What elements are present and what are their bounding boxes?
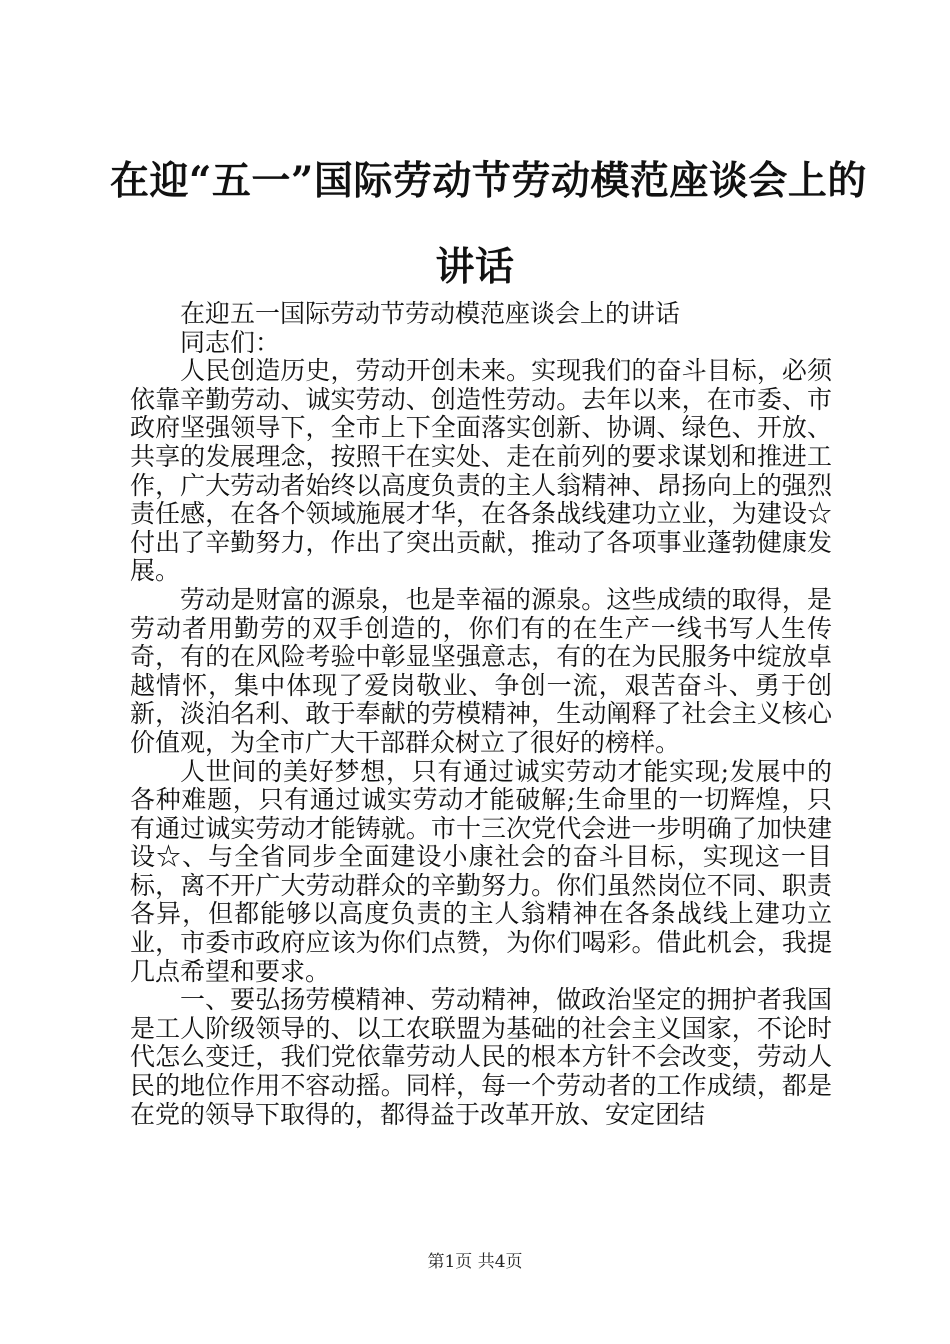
salutation: 同志们： [180, 327, 281, 357]
paragraph: 一、要弘扬劳模精神、劳动精神，做政治坚定的拥护者我国是工人阶级领导的、以工农联盟为基础的社会主义国家，不论时代怎么变迁，我们党依靠劳动人民的根本方针不会改变，劳动人民的地位作用不容动摇。同样，每一个劳动者的工作成绩，都是在党的领导下取得的，都得益于改革开放、安定团结 [130, 985, 832, 1129]
document-title-line1: 在迎“五一”国际劳动节劳动模范座谈会上的 [110, 158, 867, 204]
document-title-line2: 讲话 [435, 244, 515, 290]
paragraph: 人民创造历史，劳动开创未来。实现我们的奋斗目标，必须依靠辛勤劳动、诚实劳动、创造性劳动。去年以来，在市委、市政府坚强领导下，全市上下全面落实创新、协调、绿色、开放、共享的发展理念，按照干在实处、走在前列的要求谋划和推进工作，广大劳动者始终以高度负责的主人翁精神、昂扬向上的强烈责任感，在各个领域施展才华，在各条战线建功立业，为建设☆付出了辛勤努力，作出了突出贡献，推动了各项事业蓬勃健康发展。 [130, 356, 832, 586]
subtitle-line: 在迎五一国际劳动节劳动模范座谈会上的讲话 [180, 299, 681, 328]
paragraph: 劳动是财富的源泉，也是幸福的源泉。这些成绩的取得，是劳动者用勤劳的双手创造的，你们有的在生产一线书写人生传奇，有的在风险考验中彰显坚强意志，有的在为民服务中绽放卓越情怀，集中体现了爱岗敬业、争创一流，艰苦奋斗、勇于创新，淡泊名利、敢于奉献的劳模精神，生动阐释了社会主义核心价值观，为全市广大干部群众树立了很好的榜样。 [130, 584, 832, 757]
page-number-footer: 第1页 共4页 [427, 1252, 523, 1272]
paragraph: 人世间的美好梦想，只有通过诚实劳动才能实现;发展中的各种难题，只有通过诚实劳动才能破解;生命里的一切辉煌，只有通过诚实劳动才能铸就。市十三次党代会进一步明确了加快建设☆、与全省同步全面建设小康社会的奋斗目标，实现这一目标，离不开广大劳动群众的辛勤努力。你们虽然岗位不同、职责各异，但都能够以高度负责的主人翁精神在各条战线上建功立业，市委市政府应该为你们点赞，为你们喝彩。借此机会，我提几点希望和要求。 [130, 756, 832, 986]
document-body [130, 300, 832, 1129]
